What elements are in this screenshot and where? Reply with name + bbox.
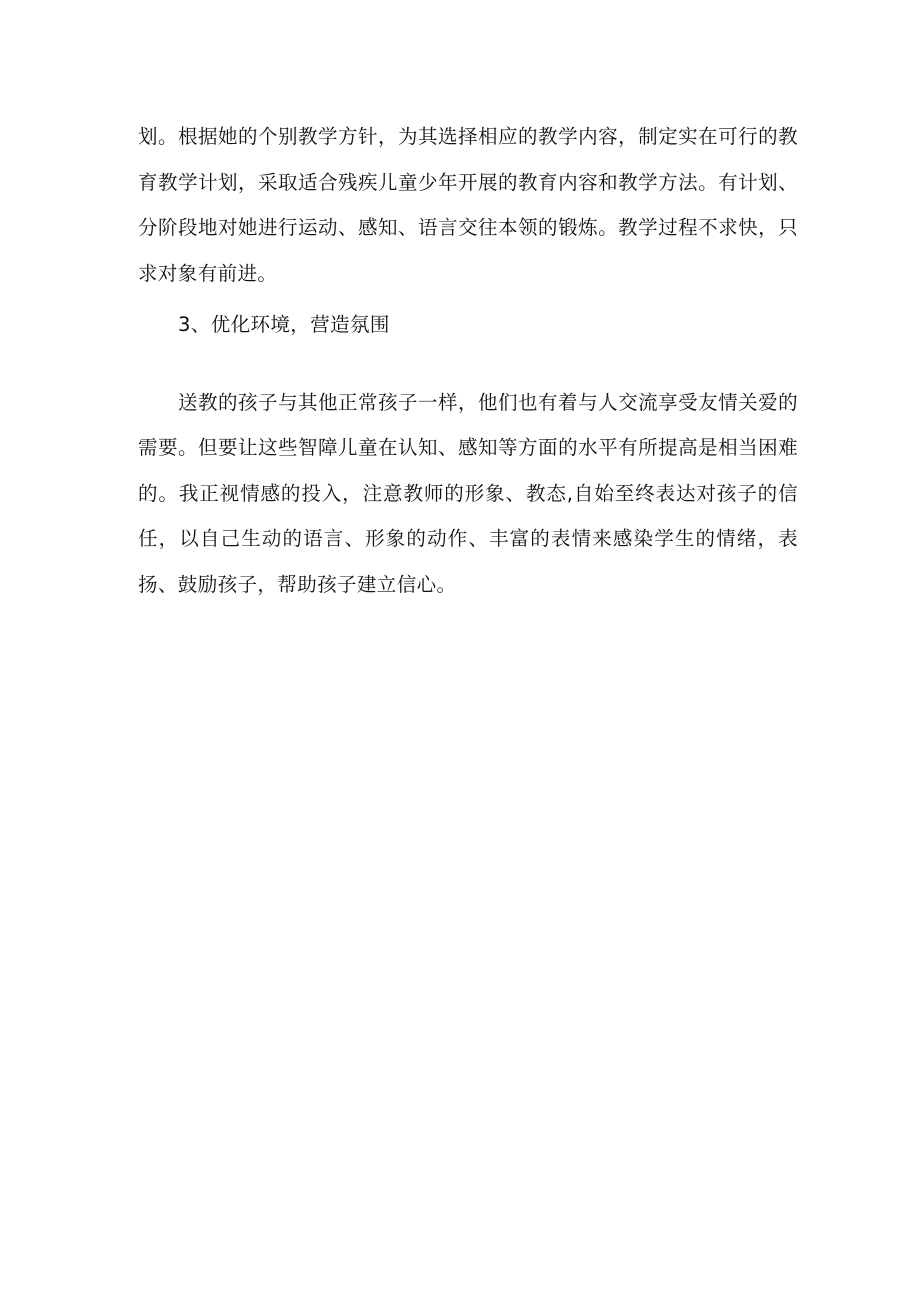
section-heading-optimize-environment: 3、优化环境，营造氛围: [178, 313, 390, 336]
paragraph-emotional-support: 送教的孩子与其他正常孩子一样，他们也有着与人交流享受友情关爱的需要。但要让这些智障儿童在认知、感知等方面的水平有所提高是相当困难的。我正视情感的投入，注意教师的形象、教态,自始至终表达对孩子的信任，以自己生动的语言、形象的动作、丰富的表情来感染学生的情绪，表扬、鼓励孩子，帮助孩子建立信心。: [138, 390, 798, 596]
paragraph-teaching-plan: 划。根据她的个别教学方针，为其选择相应的教学内容，制定实在可行的教育教学计划，采取适合残疾儿童少年开展的教育内容和教学方法。有计划、分阶段地对她进行运动、感知、语言交往本领的锻炼。教学过程不求快，只求对象有前进。: [138, 125, 798, 285]
document-body: [138, 114, 798, 607]
